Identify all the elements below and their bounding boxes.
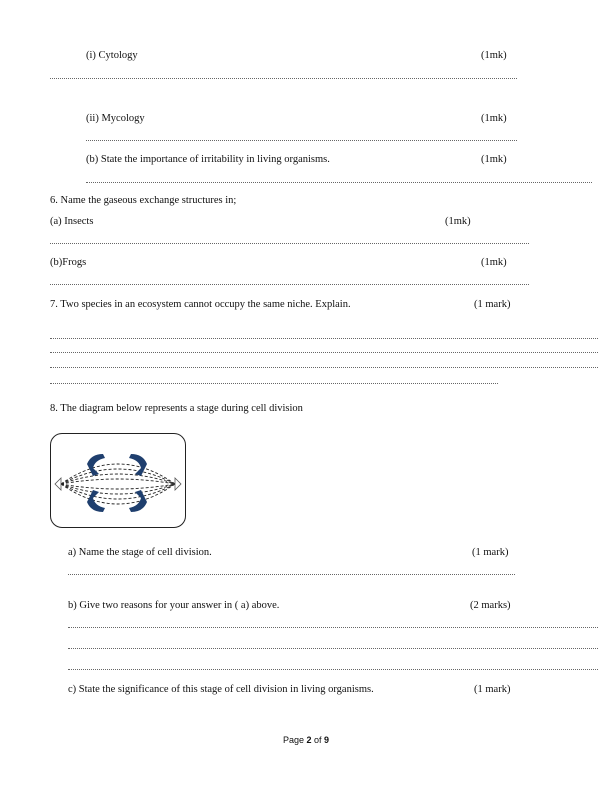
answer-line[interactable] <box>50 78 517 79</box>
answer-line[interactable] <box>50 383 498 384</box>
answer-line[interactable] <box>68 627 598 628</box>
spindle-illustration <box>51 434 185 527</box>
page-number <box>0 735 612 745</box>
q6-a-marks: (1mk) <box>445 216 471 227</box>
answer-line[interactable] <box>68 648 598 649</box>
answer-line[interactable] <box>50 243 529 244</box>
answer-line[interactable] <box>50 284 529 285</box>
chromosomes <box>87 454 147 512</box>
q5-i-label: (i) Cytology <box>86 50 138 61</box>
centriole-left <box>55 478 61 490</box>
answer-line[interactable] <box>50 367 598 368</box>
current-page: 2 <box>306 735 312 745</box>
centriole-right <box>175 478 181 490</box>
q7-marks: (1 mark) <box>474 299 511 310</box>
q8-c-label: c) State the significance of this stage of cell division in living organisms. <box>68 684 374 695</box>
answer-line[interactable] <box>86 140 517 141</box>
q5-b-label: (b) State the importance of irritability in living organisms. <box>86 154 330 165</box>
q5-ii-label: (ii) Mycology <box>86 113 145 124</box>
page-prefix: Page <box>282 735 307 745</box>
answer-line[interactable] <box>50 338 598 339</box>
q6-question: 6. Name the gaseous exchange structures in; <box>50 195 237 206</box>
q6-b-marks: (1mk) <box>481 257 507 268</box>
q8-b-label: b) Give two reasons for your answer in ( a) above. <box>68 600 280 611</box>
answer-line[interactable] <box>68 574 515 575</box>
cell-division-diagram <box>50 433 186 528</box>
q5-i-marks: (1mk) <box>481 50 507 61</box>
q6-a-label: (a) Insects <box>50 216 94 227</box>
q8-c-marks: (1 mark) <box>474 684 511 695</box>
q7-question: 7. Two species in an ecosystem cannot occupy the same niche. Explain. <box>50 299 351 310</box>
q8-a-marks: (1 mark) <box>472 547 509 558</box>
total-pages: 9 <box>324 735 330 745</box>
q8-question: 8. The diagram below represents a stage during cell division <box>50 403 303 414</box>
q8-a-label: a) Name the stage of cell division. <box>68 547 212 558</box>
q8-b-marks: (2 marks) <box>470 600 511 611</box>
answer-line[interactable] <box>50 352 598 353</box>
q5-b-marks: (1mk) <box>481 154 507 165</box>
q6-b-label: (b)Frogs <box>50 257 87 268</box>
answer-line[interactable] <box>86 182 592 183</box>
answer-line[interactable] <box>68 669 598 670</box>
q5-ii-marks: (1mk) <box>481 113 507 124</box>
page-of: of <box>311 735 325 745</box>
